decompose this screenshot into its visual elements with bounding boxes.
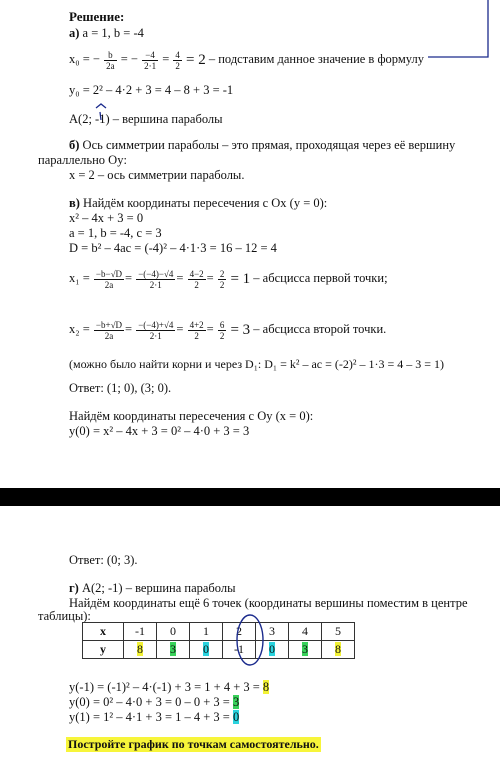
fraction-den: 2·1 [149, 279, 162, 290]
fraction-den: 2a [104, 330, 114, 341]
x1-lhs: x₁ = [69, 271, 90, 285]
fraction-den: 2 [219, 330, 225, 341]
highlight: 8 [137, 642, 143, 656]
part-g-line1: Найдём координаты ещё 6 точек (координаты вершины поместим в центре [69, 596, 468, 610]
answer-ox: Ответ: (1; 0), (3; 0). [69, 381, 172, 395]
part-a-label: а) [69, 26, 80, 40]
fraction-num: 4−2 [189, 268, 204, 279]
highlight: 0 [269, 642, 275, 656]
part-g-vertex [69, 581, 236, 596]
table-cell: 5 [322, 623, 355, 641]
table-cell: 3 [256, 623, 289, 641]
part-b-line2: параллельно Oy: [38, 153, 127, 167]
x0-eq: = [162, 52, 170, 66]
x1-note: – абсцисса первой точки; [250, 271, 388, 285]
table-cell: 4 [289, 623, 322, 641]
quadratic-equation: x² – 4x + 3 = 0 [69, 211, 144, 225]
ink-arrow-annotation [0, 0, 500, 160]
fraction-num: −(−4)+√4 [138, 319, 174, 330]
part-g-vertex-text: A(2; -1) – вершина параболы [78, 581, 236, 595]
oy-calc: y(0) = x² – 4x + 3 = 0² – 4·0 + 3 = 3 [69, 424, 250, 438]
y-header: y [83, 641, 124, 659]
fraction-den: 2 [194, 279, 199, 290]
task-instruction: Постройте график по точкам самостоятельно. [68, 737, 319, 751]
part-b-line1 [69, 138, 455, 153]
discriminant: D = b² – 4ac = (-4)² – 4·1·3 = 16 – 12 = 4 [69, 241, 277, 255]
table-row [83, 641, 355, 659]
fraction-num: 4 [175, 49, 180, 60]
x1-result: = 1 [230, 271, 251, 288]
highlight: 8 [335, 642, 341, 656]
fraction [94, 320, 124, 341]
highlight: 3 [302, 642, 308, 656]
x0-note: – подставим данное значение в формулу [205, 52, 424, 66]
fraction-num: 4+2 [189, 319, 204, 330]
highlight: 3 [170, 642, 176, 656]
highlight: 3 [232, 695, 240, 709]
table-cell: 0 [157, 623, 190, 641]
table-cell: -1 [223, 641, 256, 659]
table-cell [157, 641, 190, 659]
part-g-line2: таблицы): [38, 609, 91, 623]
fraction-num: −b+√D [95, 319, 123, 330]
x2-note: – абсцисса второй точки. [250, 322, 387, 336]
page-divider [0, 488, 500, 506]
calc-y-1 [69, 710, 239, 725]
table-cell [124, 641, 157, 659]
x0-result: = 2 [186, 52, 206, 69]
table-cell [190, 641, 223, 659]
part-v-coeffs: a = 1, b = -4, c = 3 [69, 226, 162, 240]
x2-result: = 3 [230, 322, 251, 339]
x2-formula: x₂ = $\frac{-b+√D}{2a}$ = $\frac{-(-4)+√4}{2\cdot 1}$ = $\frac{4+2}{2}$ = $\frac{6}{2}$ = 3 – абсцисса второй точки. [69, 319, 387, 341]
fraction-den: 2 [194, 330, 199, 341]
fraction-num: b [104, 50, 117, 61]
alternative-roots-note: (можно было найти корни и через D₁: D₁ = k² – ac = (-2)² – 1·3 = 4 – 3 = 1) [69, 357, 444, 371]
highlight: 0 [203, 642, 209, 656]
fraction-den: 2 [175, 60, 180, 71]
fraction-num: 6 [219, 319, 225, 330]
oy-title: Найдём координаты пересечения с Oy (x = 0): [69, 409, 314, 423]
fraction-num: −b−√D [95, 268, 123, 279]
fraction-den: 2·1 [149, 330, 162, 341]
x2-lhs: x₂ = [69, 322, 90, 336]
vertex-circle-annotation [230, 612, 270, 668]
part-b-label: б) [69, 138, 80, 152]
fraction-num: 2 [219, 268, 225, 279]
fraction [188, 269, 206, 290]
table-cell: -1 [124, 623, 157, 641]
table-cell [289, 641, 322, 659]
fraction [136, 320, 175, 341]
fraction-num: −(−4)−√4 [138, 268, 174, 279]
part-g-label: г) [69, 581, 79, 595]
x0-mid: = − [120, 52, 138, 66]
fraction-den: 2a [104, 279, 114, 290]
fraction [136, 269, 175, 290]
calc-text: y(1) = 1² – 4·1 + 3 = 1 – 4 + 3 = [69, 710, 233, 724]
fraction [218, 269, 227, 290]
fraction [188, 320, 206, 341]
table-cell [322, 641, 355, 659]
axis-of-symmetry: x = 2 – ось симметрии параболы. [69, 168, 245, 182]
calc-y-minus1 [69, 680, 269, 695]
part-v-title-text: Найдём координаты пересечения с Ox (y = 0): [79, 196, 328, 210]
fraction-den: 2 [219, 279, 225, 290]
part-a-coeffs-text: a = 1, b = -4 [82, 26, 144, 40]
fraction-den: 2a [106, 60, 115, 71]
fraction-num: −4 [142, 50, 158, 61]
table-row [83, 623, 355, 641]
part-v-label: в) [69, 196, 80, 210]
part-v-title [69, 196, 327, 211]
table-cell: 1 [190, 623, 223, 641]
table-cell: 2 [223, 623, 256, 641]
x1-formula: x₁ = $\frac{-b-√D}{2a}$ = $\frac{-(-4)-√4}{2\cdot 1}$ = $\frac{4-2}{2}$ = $\frac{2}{2}$ = 1 – абсцисса первой точки; [69, 268, 388, 290]
x0-lhs: x₀ = − [69, 52, 100, 66]
fraction [94, 269, 124, 290]
calc-y-0 [69, 695, 239, 710]
fraction-den: 2·1 [144, 60, 157, 71]
highlight: 0 [232, 710, 240, 724]
highlight: 8 [262, 680, 270, 694]
solution-title: Решение: [69, 9, 125, 24]
x-header: x [83, 623, 124, 641]
calc-text: y(-1) = (-1)² – 4·(-1) + 3 = 1 + 4 + 3 = [69, 680, 263, 694]
y0-formula: y₀ = 2² – 4·2 + 3 = 4 – 8 + 3 = -1 [69, 83, 234, 97]
part-b-text: Ось симметрии параболы – это прямая, проходящая через её вершину [79, 138, 456, 152]
fraction [218, 320, 227, 341]
calc-text: y(0) = 0² – 4·0 + 3 = 0 – 0 + 3 = [69, 695, 233, 709]
vertex-a: A(2; -1) – вершина параболы [69, 112, 223, 126]
points-table [82, 622, 355, 659]
answer-oy: Ответ: (0; 3). [69, 553, 138, 567]
